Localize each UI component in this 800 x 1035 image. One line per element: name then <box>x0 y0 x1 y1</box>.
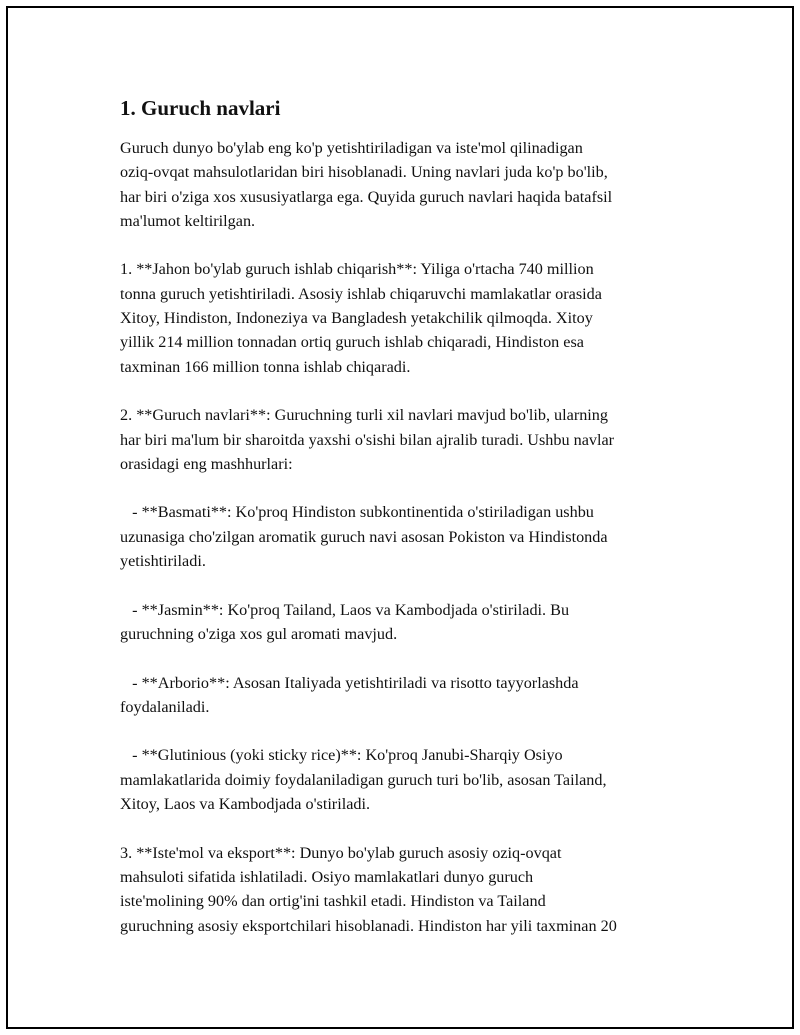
basmati-item: - **Basmati**: Ko'proq Hindiston subkontinentida o'stiriladigan ushbu uzunasiga cho'zilgan aromatik guruch navi asosan Pokiston va Hindistonda yetishtiriladi. <box>120 503 608 571</box>
document-heading: 1. Guruch navlari <box>120 96 281 120</box>
consumption-paragraph: 3. **Iste'mol va eksport**: Dunyo bo'ylab guruch asosiy oziq-ovqat mahsuloti sifatida ishlatiladi. Osiyo mamlakatlari dunyo guruch iste'molining 90% dan ortig'ini tashkil etadi. Hindiston va Tailand guruchning asosiy eksportchilari hisoblanadi. Hindiston har yili taxminan 20 <box>120 843 617 935</box>
paragraph-gap <box>120 476 700 500</box>
paragraph-gap <box>120 646 700 670</box>
production-paragraph: 1. **Jahon bo'ylab guruch ishlab chiqarish**: Yiliga o'rtacha 740 million tonna guruch yetishtiriladi. Asosiy ishlab chiqaruvchi mamlakatlar orasida Xitoy, Hindiston, Indoneziya va Bangladesh yetakchilik qilmoqda. Xitoy yillik 214 million tonnadan ortiq guruch ishlab chiqaradi, Hindiston esa taxminan 166 million tonna ishlab chiqaradi. <box>120 260 602 376</box>
paragraph-gap <box>120 816 700 840</box>
varieties-paragraph: 2. **Guruch navlari**: Guruchning turli xil navlari mavjud bo'lib, ularning har biri ma'lum bir sharoitda yaxshi o'sishi bilan ajralib turadi. Ushbu navlar orasidagi eng mashhurlari: <box>120 406 615 473</box>
arborio-item: - **Arborio**: Asosan Italiyada yetishtiriladi va risotto tayyorlashda foydalaniladi. <box>120 673 579 716</box>
document-body <box>120 96 700 938</box>
intro-paragraph: Guruch dunyo bo'ylab eng ko'p yetishtiriladigan va iste'mol qilinadigan oziq-ovqat mahsulotlaridan biri hisoblanadi. Uning navlari juda ko'p bo'lib, har biri o'ziga xos xususiyatlarga ega. Quyida guruch navlari haqida batafsil ma'lumot keltirilgan. <box>120 139 613 230</box>
paragraph-gap <box>120 233 700 257</box>
glutinious-item: - **Glutinious (yoki sticky rice)**: Ko'proq Janubi-Sharqiy Osiyo mamlakatlarida doimiy foydalaniladigan guruch turi bo'lib, asosan Tailand, Xitoy, Laos va Kambodjada o'stiriladi. <box>120 746 607 814</box>
paragraph-gap <box>120 573 700 597</box>
paragraph-gap <box>120 379 700 403</box>
page-frame <box>6 6 794 1029</box>
jasmin-item: - **Jasmin**: Ko'proq Tailand, Laos va Kambodjada o'stiriladi. Bu guruchning o'ziga xos gul aromati mavjud. <box>120 600 570 643</box>
paragraph-gap <box>120 719 700 743</box>
